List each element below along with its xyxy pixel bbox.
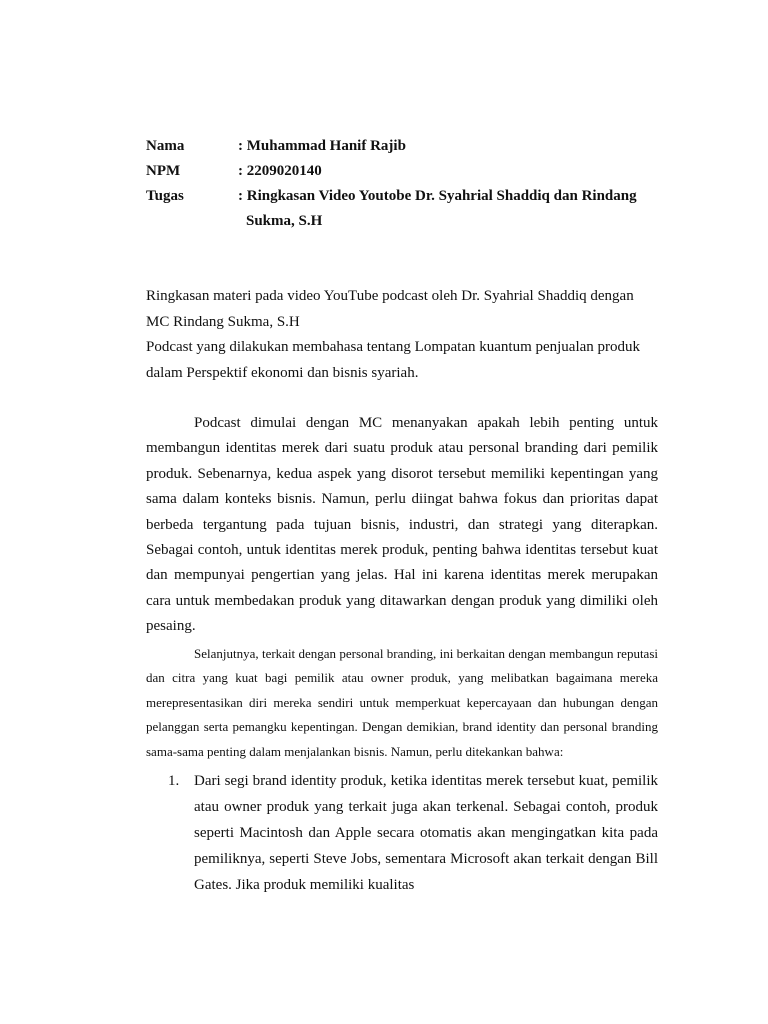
- header-label-task: Tugas: [146, 188, 184, 204]
- identity-header: [146, 134, 658, 234]
- body-paragraph-1: Podcast dimulai dengan MC menanyakan apakah lebih penting untuk membangun identitas merek dari suatu produk atau personal branding dari pemilik produk. Sebenarnya, kedua aspek yang disorot tersebut memiliki kepentingan yang sama dalam konteks bisnis. Namun, perlu diingat bahwa fokus dan prioritas dapat berbeda tergantung pada tujuan bisnis, industri, dan strategi yang diterapkan. Sebagai contoh, untuk identitas merek produk, penting bahwa identitas tersebut kuat dan mempunyai pengertian yang jelas. Hal ini karena identitas merek merupakan cara untuk membedakan produk yang ditawarkan dengan produk yang dimiliki oleh pesaing.: [146, 415, 658, 635]
- header-label-name: Nama: [146, 138, 185, 154]
- intro-summary-line: Ringkasan materi pada video YouTube podcast oleh Dr. Syahrial Shaddiq dengan MC Rindang Sukma, S.H: [146, 288, 634, 330]
- intro-section: [146, 284, 658, 386]
- intro-topic-line: Podcast yang dilakukan membahasa tentang Lompatan kuantum penjualan produk dalam Perspektif ekonomi dan bisnis syariah.: [146, 339, 641, 381]
- document-page: [146, 134, 658, 898]
- numbered-list: [146, 768, 658, 898]
- header-value-task: : Ringkasan Video Youtobe Dr. Syahrial Shaddiq dan Rindang: [238, 188, 637, 204]
- header-value-name: : Muhammad Hanif Rajib: [238, 138, 406, 154]
- header-label-empty: [146, 209, 238, 234]
- header-row-npm: [146, 159, 658, 184]
- list-item-number: 1.: [168, 772, 180, 789]
- list-item-text: Dari segi brand identity produk, ketika identitas merek tersebut kuat, pemilik atau owner produk yang terkait juga akan terkenal. Sebagai contoh, produk seperti Macintosh dan Apple secara otomatis akan mengingatkan kita pada pemiliknya, seperti Steve Jobs, sementara Microsoft akan terkait dengan Bill Gates. Jika produk memiliki kualitas: [194, 772, 658, 893]
- body-paragraph-2: Selanjutnya, terkait dengan personal branding, ini berkaitan dengan membangun reputasi dan citra yang kuat bagi pemilik atau owner produk, yang melibatkan bagaimana mereka merepresentasikan diri mereka sendiri untuk memperkuat kepercayaan dan hubungan dengan pelanggan serta pemangku kepentingan. Dengan demikian, brand identity dan personal branding sama-sama penting dalam menjalankan bisnis. Namun, perlu ditekankan bahwa:: [146, 645, 658, 760]
- header-value-npm: : 2209020140: [238, 163, 322, 179]
- list-item: [146, 768, 658, 898]
- header-value-task-continuation: Sukma, S.H: [246, 213, 323, 229]
- header-label-npm: NPM: [146, 163, 181, 179]
- header-row-task-continuation: [146, 209, 658, 234]
- header-row-name: [146, 134, 658, 159]
- header-row-task: [146, 184, 658, 209]
